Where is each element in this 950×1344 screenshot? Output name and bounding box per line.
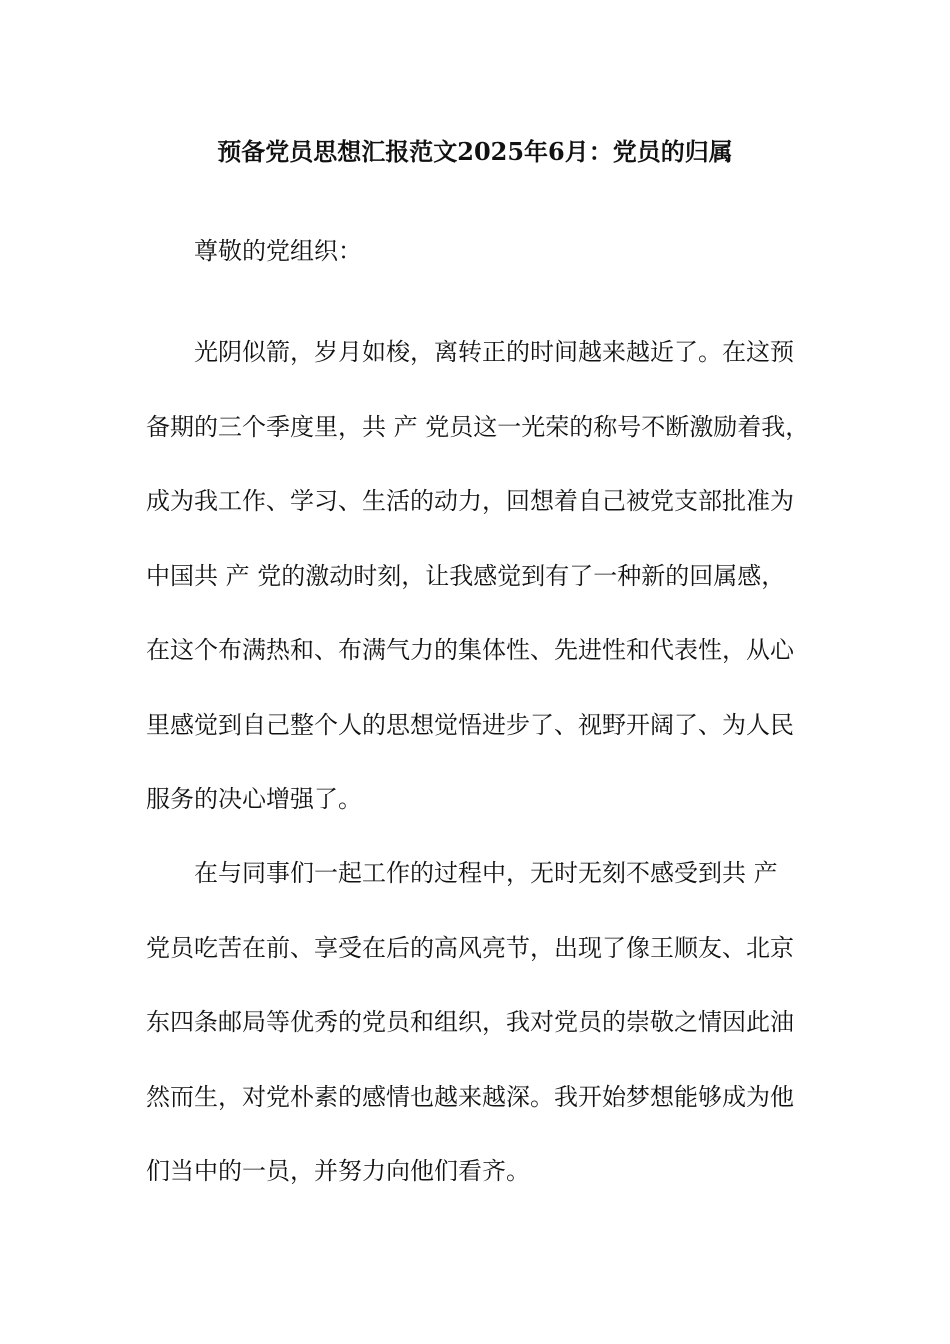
paragraph-line: 备期的三个季度里，共 产 党员这一光荣的称号不断激励着我， [146,413,810,441]
salutation: 尊敬的党组织： [194,237,362,265]
paragraph-line: 在与同事们一起工作的过程中，无时无刻不感受到共 产 [194,859,778,887]
paragraph-line: 服务的决心增强了。 [146,785,362,813]
paragraph-line: 们当中的一员，并努力向他们看齐。 [146,1157,530,1185]
paragraph-line: 中国共 产 党的激动时刻，让我感觉到有了一种新的回属感， [146,562,786,590]
paragraph-line: 光阴似箭，岁月如梭，离转正的时间越来越近了。在这预 [194,338,794,366]
paragraph-line: 党员吃苦在前、享受在后的高风亮节，出现了像王顺友、北京 [146,934,794,962]
paragraph-line: 里感觉到自己整个人的思想觉悟进步了、视野开阔了、为人民 [146,711,794,739]
paragraph-line: 然而生，对党朴素的感情也越来越深。我开始梦想能够成为他 [146,1083,794,1111]
document-title: 预备党员思想汇报范文2025年6月：党员的归属 [217,137,733,166]
paragraph-line: 在这个布满热和、布满气力的集体性、先进性和代表性，从心 [146,636,794,664]
paragraph-line: 东四条邮局等优秀的党员和组织，我对党员的崇敬之情因此油 [146,1008,794,1036]
paragraph-line: 成为我工作、学习、生活的动力，回想着自己被党支部批准为 [146,487,794,515]
